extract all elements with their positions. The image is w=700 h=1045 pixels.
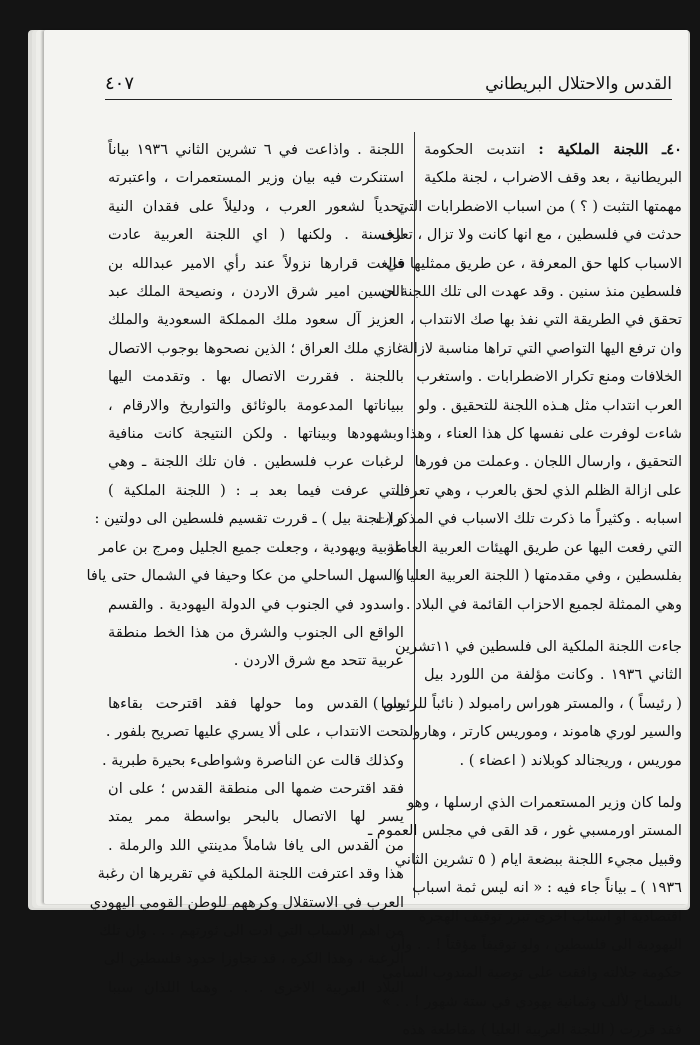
text-line: العرب انتداب مثل هـذه اللجنة للتحقيق . ولو bbox=[417, 396, 682, 414]
text-line: و ( لجنة بيل ) ـ قررت تقسيم فلسطين الى دولتين : bbox=[94, 510, 404, 528]
text-line: تحقق في الطريقة التي نفذ بها صك الانتداب ، bbox=[409, 311, 682, 329]
text-line: فقد قررت ( اللجنة العربية العليا ) مقاطعة هذه bbox=[402, 1021, 682, 1039]
text-line: والسهل الساحلي من عكا وحيفا في الشمال حتى يافا bbox=[86, 567, 404, 585]
right-column bbox=[368, 136, 682, 1045]
page-number: ٤٠٧ bbox=[105, 73, 135, 94]
text-line: مهمتها التثبت ( ؟ ) من اسباب الاضطرابات التي bbox=[397, 197, 682, 215]
text-line: من القدس الى يافا شاملاً مدينتي اللد والرملة . bbox=[108, 836, 404, 854]
text-line: وبشهودها وبيناتها . ولكن النتيجة كانت منافية bbox=[108, 425, 404, 443]
text-line: الاسباب كلها حق المعرفة ، عن طريق ممثليها في bbox=[386, 254, 682, 272]
text-line: لرغبات عرب فلسطين . فان تلك اللجنة ـ وهي bbox=[108, 453, 404, 471]
text-line: بفلسطين ، وفي مقدمتها ( اللجنة العربية العليا ) . bbox=[386, 567, 682, 585]
paragraph-gap bbox=[424, 619, 682, 633]
page-header bbox=[105, 62, 672, 94]
text-line: تحت الانتداب ، على ألا يسري عليها تصريح بلفور . bbox=[105, 723, 404, 741]
text-line: استنكرت فيه بيان وزير المستعمرات ، واعتبرته bbox=[108, 169, 404, 187]
text-line: فقد اقترحت ضمها الى منطقة القدس ؛ على ان bbox=[108, 779, 404, 797]
text-line: الواقع الى الجنوب والشرق من هذا الخط منطقة bbox=[108, 623, 404, 641]
text-line: العزيز آل سعود ملك المملكة السعودية والملك bbox=[108, 311, 404, 329]
text-line: ولما كان وزير المستعمرات الذي ارسلها ، وهو bbox=[407, 793, 682, 811]
text-line: يسر لها الاتصال بالبحر بواسطة ممر يمتد bbox=[108, 808, 404, 826]
text-line: الخلافات ومنع تكرار الاضطرابات . واستغرب bbox=[416, 368, 682, 386]
text-line bbox=[424, 136, 682, 164]
text-line: حكومة جلالته وافقت على توصية المندوب السامي bbox=[382, 964, 682, 982]
text-line: الحسنة . ولكنها ( اي اللجنة العربية عادت bbox=[108, 226, 404, 244]
text-line: فلسطين منذ سنين . وقد عهدت الى تلك اللجنة ان bbox=[381, 283, 682, 301]
text-line: اقتصادية او اسباب اخرى تبرر توقيف الهجرة bbox=[418, 907, 682, 925]
text-line: اللجنة . واذاعت في ٦ تشرين الثاني ١٩٣٦ بياناً bbox=[108, 141, 404, 158]
text-line: العرب في الاستقلال وكرههم للوطن القومي اليهودي bbox=[89, 893, 404, 911]
text-line: وان ترفع اليها التواصي التي تراها مناسبة لازالة bbox=[401, 339, 682, 357]
text-line: والسير لوري هاموند ، وموريس كارتر ، وهارولد bbox=[401, 723, 682, 741]
text-line: البريطانية ، بعد وقف الاضراب ، لجنة ملكية bbox=[424, 169, 682, 187]
text-line: الحسين امير شرق الاردن ، ونصيحة الملك عبد bbox=[108, 283, 404, 301]
text-line: شاءت لوفرت على نفسها كل هذا العناء ، وهذا bbox=[405, 425, 682, 443]
text-line: التي عرفت فيما بعد بـ : ( اللجنة الملكية ) bbox=[108, 481, 404, 499]
text-line: باللجنة . فقررت الاتصال بها . وتقدمت اليها bbox=[108, 368, 404, 386]
text-line: عربية تتحد مع شرق الاردن . bbox=[233, 652, 404, 670]
text-line: واما القدس وما حولها فقد اقترحت بقاءها bbox=[108, 694, 404, 712]
text-line: وكذلك قالت عن الناصرة وشواطىء بحيرة طبرية . bbox=[101, 751, 404, 769]
text-line: بالسماح لألف وثمانية يهودي في ستة شهور ! . . » bbox=[381, 992, 682, 1010]
text-line: البلاد العربية الاخرى . . . وهما اللذان سببا bbox=[108, 978, 404, 996]
text-line: جاءت اللجنة الملكية الى فلسطين في ١١تشرين bbox=[394, 637, 682, 655]
text-line: وقبيل مجيء اللجنة ببضعة ايام ( ٥ تشرين الثاني bbox=[394, 850, 682, 868]
text-line: الرغبة ، وهذا الكره ، قد تجاوزا حدود فلسطين الى bbox=[103, 950, 404, 968]
text-line: الثاني ١٩٣٦ . وكانت مؤلفة من اللورد بيل bbox=[424, 666, 682, 684]
text-line: على ازالة الظلم الذي لحق بالعرب ، وهي تعرف bbox=[395, 481, 682, 499]
section-heading: ٤٠ـ اللجنة الملكية : bbox=[538, 141, 682, 158]
text-line: التي رفعت اليها عن طريق الهيئات العربية العاملة bbox=[386, 538, 682, 556]
text-line: ببياناتها المدعومة بالوثائق والتواريخ والارقام ، bbox=[108, 396, 404, 414]
text-line: التحقيق ، وارسال اللجان . وعملت من فورها bbox=[414, 453, 682, 471]
paragraph-gap bbox=[108, 676, 404, 690]
text-line: واسدود في الجنوب في الدولة اليهودية . والقسم bbox=[108, 595, 404, 613]
text-line: هذا وقد اعترفت اللجنة الملكية في تقريرها ان رغبة bbox=[97, 865, 404, 883]
text-line: عربية ويهودية ، وجعلت جميع الجليل ومرج بن عامر bbox=[98, 538, 404, 556]
text-line: موريس ، وريجنالد كوبلاند ( اعضاء ) . bbox=[459, 751, 682, 769]
text-line: ( رئيساً ) ، والمستر هوراس رامبولد ( نائباً للرئيس ) bbox=[372, 694, 682, 712]
text-line: المستر اورمسبي غور ، قد القى في مجلس العموم ـ bbox=[368, 822, 682, 840]
left-column bbox=[86, 136, 404, 1002]
text-line: اسبابه . وكثيراً ما ذكرت تلك الاسباب في المذكرات bbox=[375, 510, 682, 528]
text-line: وهي الممثلة لجميع الاحزاب القائمة في البلاد . bbox=[405, 595, 682, 613]
text-line: حدثت في فلسطين ، مع انها كانت ولا تزال ، تعرف bbox=[378, 226, 682, 244]
text-line: اليهودية الى فلسطين ، ولو توقيفاً مؤقتاً ! . . وأن bbox=[390, 935, 682, 953]
paragraph-gap bbox=[424, 775, 682, 789]
text-line: فالغت قرارها نزولاً عند رأي الامير عبدالله بن bbox=[108, 254, 404, 272]
header-rule bbox=[105, 99, 672, 100]
text-line: غازي ملك العراق ؛ الذين نصحوها بوجوب الاتصال bbox=[108, 339, 404, 357]
text-line: تحدياً لشعور العرب ، ودليلاً على فقدان النية bbox=[108, 197, 404, 215]
text-line: من اهم الاسباب التي ادت الى ثورتهم . . . وان تلك bbox=[99, 921, 404, 939]
text-line: ١٩٣٦ ) ـ بياناً جاء فيه : « انه ليس ثمة اسباب bbox=[412, 879, 682, 897]
running-title: القدس والاحتلال البريطاني bbox=[485, 74, 672, 94]
text-line-content: انتدبت الحكومة bbox=[424, 141, 526, 158]
